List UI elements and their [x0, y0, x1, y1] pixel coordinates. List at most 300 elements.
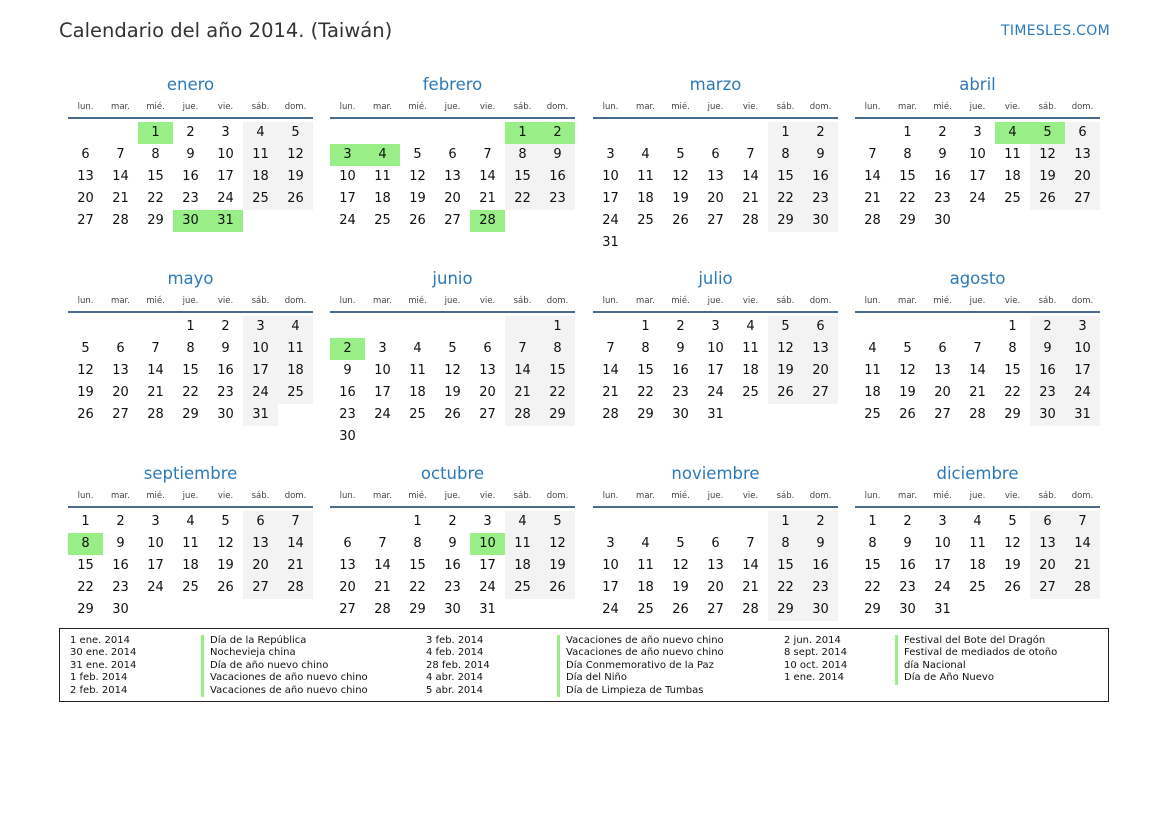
calendar-day: 22 — [899, 191, 916, 206]
weekday-label: sáb. — [1038, 102, 1057, 112]
calendar-day: 23 — [803, 577, 838, 599]
weekday-header — [330, 291, 575, 313]
calendar-day: 21 — [742, 580, 759, 595]
calendar-day: 2 — [676, 319, 685, 334]
calendar-day: 1 — [768, 122, 803, 144]
calendar-day: 9 — [448, 536, 457, 551]
calendar-day: 26 — [540, 577, 575, 599]
weekday-label: jue. — [182, 491, 199, 501]
calendar-day: 8 — [413, 536, 422, 551]
calendar-day: 19 — [672, 191, 689, 206]
calendar-day: 19 — [444, 385, 461, 400]
weekday-label: mar. — [111, 296, 130, 306]
calendar-day: 21 — [112, 191, 129, 206]
month-name: noviembre — [671, 464, 760, 483]
weekday-label: sáb. — [251, 102, 270, 112]
calendar-day: 12 — [444, 363, 461, 378]
legend-date: 5 abr. 2014 — [426, 684, 484, 696]
calendar-day: 7 — [606, 341, 615, 356]
calendar-day: 31 — [243, 404, 278, 426]
calendar-day: 23 — [217, 385, 234, 400]
weekday-label: jue. — [182, 102, 199, 112]
calendar-day: 18 — [637, 191, 654, 206]
calendar-day: 24 — [243, 382, 278, 404]
calendar-day: 19 — [672, 580, 689, 595]
weekday-label: lun. — [339, 102, 356, 112]
weekday-label: dom. — [809, 102, 832, 112]
calendar-day: 15 — [77, 558, 94, 573]
calendar-day: 13 — [1065, 144, 1100, 166]
empty-cell — [925, 316, 960, 338]
holiday-day: 8 — [68, 533, 103, 555]
calendar-day: 16 — [1030, 360, 1065, 382]
calendar-day: 30 — [803, 599, 838, 621]
legend-holiday-name: Festival de mediados de otoño — [895, 647, 1057, 659]
calendar-day: 20 — [1065, 166, 1100, 188]
calendar-day: 10 — [934, 536, 951, 551]
empty-cell — [400, 316, 435, 338]
month-name: septiembre — [143, 464, 238, 483]
day-grid — [330, 122, 575, 232]
weekday-label: lun. — [602, 491, 619, 501]
calendar-day: 10 — [147, 536, 164, 551]
calendar-day: 12 — [672, 169, 689, 184]
empty-cell — [628, 511, 663, 533]
calendar-day: 18 — [505, 555, 540, 577]
weekday-label: vie. — [742, 491, 759, 501]
page-title: Calendario del año 2014. (Taiwán) — [59, 19, 393, 42]
weekday-label: mié. — [146, 296, 165, 306]
calendar-day: 8 — [1008, 341, 1017, 356]
calendar-day: 27 — [339, 602, 356, 617]
weekday-label: mié. — [671, 102, 690, 112]
month-enero — [68, 74, 313, 232]
calendar-day: 15 — [147, 169, 164, 184]
holiday-legend — [59, 628, 1109, 702]
calendar-day: 30 — [444, 602, 461, 617]
calendar-day: 3 — [221, 125, 230, 140]
day-grid — [68, 316, 313, 426]
calendar-day: 16 — [182, 169, 199, 184]
calendar-day: 26 — [409, 213, 426, 228]
month-name: enero — [166, 75, 215, 94]
weekday-label: lun. — [339, 491, 356, 501]
calendar-day: 26 — [217, 580, 234, 595]
legend-dates — [784, 635, 847, 685]
calendar-day: 12 — [217, 536, 234, 551]
legend-date: 2 jun. 2014 — [784, 635, 841, 646]
calendar-day: 20 — [444, 191, 461, 206]
calendar-day: 8 — [641, 341, 650, 356]
weekday-label: dom. — [284, 102, 307, 112]
calendar-day: 10 — [969, 147, 986, 162]
calendar-day: 19 — [1004, 558, 1021, 573]
calendar-day: 6 — [116, 341, 125, 356]
holiday-day: 1 — [138, 122, 173, 144]
calendar-day: 29 — [1004, 407, 1021, 422]
calendar-day: 19 — [217, 558, 234, 573]
calendar-day: 16 — [339, 385, 356, 400]
calendar-day: 23 — [182, 191, 199, 206]
calendar-day: 17 — [147, 558, 164, 573]
calendar-day: 25 — [243, 188, 278, 210]
calendar-day: 2 — [221, 319, 230, 334]
weekday-label: dom. — [546, 296, 569, 306]
calendar-day: 8 — [768, 144, 803, 166]
calendar-day: 29 — [768, 599, 803, 621]
weekday-label: vie. — [742, 296, 759, 306]
calendar-day: 5 — [278, 122, 313, 144]
calendar-day: 17 — [339, 191, 356, 206]
legend-names — [557, 635, 724, 697]
calendar-day: 12 — [1004, 536, 1021, 551]
calendar-day: 30 — [1030, 404, 1065, 426]
calendar-day: 15 — [637, 363, 654, 378]
holiday-day: 2 — [540, 122, 575, 144]
calendar-day: 26 — [1030, 188, 1065, 210]
weekday-label: dom. — [546, 491, 569, 501]
holiday-day: 10 — [470, 533, 505, 555]
weekday-label: mié. — [933, 102, 952, 112]
calendar-day: 13 — [243, 533, 278, 555]
empty-cell — [855, 316, 890, 338]
month-octubre — [330, 463, 575, 621]
calendar-day: 3 — [606, 536, 615, 551]
calendar-day: 31 — [1065, 404, 1100, 426]
legend-names — [895, 635, 1057, 685]
calendar-day: 27 — [479, 407, 496, 422]
calendar-day: 9 — [116, 536, 125, 551]
holiday-day: 28 — [470, 210, 505, 232]
calendar-day: 16 — [899, 558, 916, 573]
calendar-day: 20 — [77, 191, 94, 206]
day-grid — [68, 511, 313, 621]
calendar-day: 1 — [81, 514, 90, 529]
legend-holiday-name: Día de Limpieza de Tumbas — [557, 685, 724, 697]
calendar-day: 16 — [112, 558, 129, 573]
day-grid — [330, 316, 575, 448]
calendar-day: 6 — [711, 536, 720, 551]
month-junio — [330, 268, 575, 448]
weekday-label: mar. — [373, 491, 392, 501]
month-julio — [593, 268, 838, 426]
calendar-day: 12 — [77, 363, 94, 378]
calendar-day: 21 — [742, 191, 759, 206]
calendar-day: 1 — [768, 511, 803, 533]
legend-date: 28 feb. 2014 — [426, 659, 490, 671]
weekday-header — [855, 97, 1100, 119]
empty-cell — [365, 316, 400, 338]
calendar-day: 19 — [409, 191, 426, 206]
legend-dates — [426, 635, 490, 697]
calendar-day: 3 — [938, 514, 947, 529]
calendar-day: 8 — [505, 144, 540, 166]
calendar-day: 7 — [483, 147, 492, 162]
calendar-day: 21 — [602, 385, 619, 400]
calendar-day: 26 — [672, 602, 689, 617]
weekday-label: vie. — [1004, 102, 1021, 112]
weekday-label: sáb. — [776, 102, 795, 112]
weekday-label: dom. — [809, 296, 832, 306]
calendar-day: 15 — [540, 360, 575, 382]
empty-cell — [365, 511, 400, 533]
calendar-day: 9 — [803, 533, 838, 555]
calendar-day: 11 — [864, 363, 881, 378]
month-name: julio — [698, 269, 733, 288]
calendar-day: 2 — [116, 514, 125, 529]
calendar-day: 5 — [81, 341, 90, 356]
calendar-day: 22 — [1004, 385, 1021, 400]
weekday-label: jue. — [444, 296, 461, 306]
calendar-day: 10 — [707, 341, 724, 356]
weekday-label: mié. — [146, 491, 165, 501]
calendar-day: 24 — [934, 580, 951, 595]
calendar-day: 16 — [672, 363, 689, 378]
calendar-day: 14 — [505, 360, 540, 382]
weekday-label: vie. — [479, 296, 496, 306]
calendar-day: 21 — [278, 555, 313, 577]
calendar-day: 4 — [278, 316, 313, 338]
weekday-label: vie. — [742, 102, 759, 112]
calendar-day: 12 — [1030, 144, 1065, 166]
calendar-day: 17 — [479, 558, 496, 573]
calendar-day: 10 — [602, 169, 619, 184]
weekday-label: jue. — [707, 102, 724, 112]
calendar-day: 8 — [868, 536, 877, 551]
calendar-day: 1 — [868, 514, 877, 529]
legend-date: 31 ene. 2014 — [70, 659, 137, 671]
calendar-day: 28 — [374, 602, 391, 617]
calendar-day: 25 — [278, 382, 313, 404]
calendar-day: 21 — [374, 580, 391, 595]
calendar-day: 14 — [1065, 533, 1100, 555]
calendar-day: 26 — [672, 213, 689, 228]
legend-date: 2 feb. 2014 — [70, 684, 128, 696]
calendar-day: 29 — [409, 602, 426, 617]
calendar-day: 1 — [641, 319, 650, 334]
weekday-label: mié. — [146, 102, 165, 112]
legend-holiday-name: Vacaciones de año nuevo chino — [557, 635, 724, 647]
calendar-day: 22 — [182, 385, 199, 400]
calendar-day: 28 — [864, 213, 881, 228]
weekday-label: jue. — [969, 491, 986, 501]
calendar-day: 24 — [602, 213, 619, 228]
holiday-day: 2 — [330, 338, 365, 360]
calendar-day: 5 — [413, 147, 422, 162]
calendar-day: 17 — [602, 580, 619, 595]
calendar-day: 18 — [969, 558, 986, 573]
calendar-day: 22 — [864, 580, 881, 595]
calendar-day: 25 — [742, 385, 759, 400]
calendar-day: 14 — [864, 169, 881, 184]
calendar-day: 25 — [374, 213, 391, 228]
day-grid — [855, 316, 1100, 426]
calendar-day: 24 — [602, 602, 619, 617]
calendar-day: 8 — [768, 533, 803, 555]
calendar-day: 12 — [899, 363, 916, 378]
day-grid — [68, 122, 313, 232]
holiday-day: 5 — [1030, 122, 1065, 144]
calendar-day: 18 — [864, 385, 881, 400]
calendar-day: 27 — [707, 213, 724, 228]
calendar-day: 23 — [934, 191, 951, 206]
calendar-day: 15 — [864, 558, 881, 573]
calendar-day: 1 — [903, 125, 912, 140]
calendar-day: 11 — [243, 144, 278, 166]
legend-holiday-name: Nochevieja china — [201, 647, 368, 659]
empty-cell — [505, 316, 540, 338]
month-name: febrero — [422, 75, 483, 94]
calendar-day: 16 — [934, 169, 951, 184]
calendar-day: 28 — [505, 404, 540, 426]
calendar-day: 24 — [707, 385, 724, 400]
weekday-label: sáb. — [776, 491, 795, 501]
calendar-day: 16 — [540, 166, 575, 188]
calendar-day: 2 — [803, 511, 838, 533]
day-grid — [593, 511, 838, 621]
calendar-day: 2 — [938, 125, 947, 140]
calendar-day: 19 — [540, 555, 575, 577]
calendar-day: 15 — [409, 558, 426, 573]
weekday-label: mar. — [373, 102, 392, 112]
calendar-day: 11 — [374, 169, 391, 184]
month-name: abril — [959, 75, 996, 94]
weekday-label: mié. — [671, 296, 690, 306]
calendar-day: 7 — [868, 147, 877, 162]
weekday-header — [68, 97, 313, 119]
calendar-day: 14 — [602, 363, 619, 378]
calendar-day: 13 — [1030, 533, 1065, 555]
weekday-label: vie. — [217, 296, 234, 306]
calendar-day: 4 — [505, 511, 540, 533]
weekday-header — [593, 291, 838, 313]
calendar-day: 11 — [182, 536, 199, 551]
site-link[interactable]: TIMESLES.COM — [1001, 23, 1110, 39]
calendar-day: 12 — [540, 533, 575, 555]
legend-date: 1 ene. 2014 — [70, 635, 130, 646]
calendar-day: 20 — [803, 360, 838, 382]
weekday-label: lun. — [864, 102, 881, 112]
legend-date: 4 abr. 2014 — [426, 672, 484, 684]
calendar-day: 14 — [742, 558, 759, 573]
weekday-label: dom. — [284, 491, 307, 501]
calendar-day: 14 — [147, 363, 164, 378]
calendar-day: 27 — [112, 407, 129, 422]
calendar-day: 12 — [278, 144, 313, 166]
empty-cell — [698, 122, 733, 144]
calendar-day: 11 — [969, 536, 986, 551]
calendar-day: 4 — [641, 147, 650, 162]
calendar-day: 4 — [868, 341, 877, 356]
calendar-day: 15 — [1004, 363, 1021, 378]
calendar-day: 23 — [540, 188, 575, 210]
calendar-day: 26 — [1004, 580, 1021, 595]
calendar-day: 12 — [768, 338, 803, 360]
calendar-day: 18 — [1004, 169, 1021, 184]
weekday-label: lun. — [77, 102, 94, 112]
calendar-day: 3 — [243, 316, 278, 338]
calendar-day: 20 — [707, 191, 724, 206]
calendar-day: 6 — [803, 316, 838, 338]
weekday-label: vie. — [217, 102, 234, 112]
calendar-day: 30 — [899, 602, 916, 617]
calendar-day: 8 — [903, 147, 912, 162]
weekday-label: mar. — [111, 491, 130, 501]
legend-names — [201, 635, 368, 697]
calendar-day: 4 — [973, 514, 982, 529]
calendar-day: 8 — [540, 338, 575, 360]
calendar-day: 10 — [374, 363, 391, 378]
empty-cell — [663, 122, 698, 144]
weekday-label: sáb. — [513, 102, 532, 112]
calendar-day: 22 — [409, 580, 426, 595]
calendar-day: 29 — [77, 602, 94, 617]
legend-date: 1 ene. 2014 — [784, 672, 844, 684]
empty-cell — [68, 316, 103, 338]
calendar-day: 6 — [711, 147, 720, 162]
weekday-label: lun. — [339, 296, 356, 306]
weekday-label: vie. — [217, 491, 234, 501]
calendar-day: 23 — [899, 580, 916, 595]
calendar-day: 4 — [243, 122, 278, 144]
month-marzo — [593, 74, 838, 254]
calendar-day: 18 — [374, 191, 391, 206]
calendar-day: 6 — [1030, 511, 1065, 533]
calendar-day: 21 — [1065, 555, 1100, 577]
calendar-day: 17 — [969, 169, 986, 184]
calendar-day: 18 — [409, 385, 426, 400]
empty-cell — [890, 316, 925, 338]
weekday-header — [68, 291, 313, 313]
weekday-label: dom. — [809, 491, 832, 501]
calendar-day: 28 — [602, 407, 619, 422]
calendar-day: 18 — [742, 363, 759, 378]
calendar-day: 21 — [969, 385, 986, 400]
calendar-day: 7 — [116, 147, 125, 162]
calendar-day: 3 — [151, 514, 160, 529]
calendar-day: 30 — [339, 429, 356, 444]
calendar-day: 4 — [746, 319, 755, 334]
month-name: marzo — [689, 75, 742, 94]
weekday-label: jue. — [444, 491, 461, 501]
calendar-day: 22 — [637, 385, 654, 400]
calendar-day: 31 — [602, 235, 619, 250]
holiday-day: 3 — [330, 144, 365, 166]
empty-cell — [330, 316, 365, 338]
calendar-day: 27 — [707, 602, 724, 617]
legend-holiday-name: Día del Niño — [557, 672, 724, 684]
month-abril — [855, 74, 1100, 232]
calendar-day: 25 — [637, 602, 654, 617]
empty-cell — [960, 316, 995, 338]
calendar-day: 26 — [278, 188, 313, 210]
legend-holiday-name: Vacaciones de año nuevo chino — [201, 672, 368, 684]
empty-cell — [698, 511, 733, 533]
weekday-header — [330, 486, 575, 508]
legend-date: 30 ene. 2014 — [70, 647, 137, 659]
calendar-day: 5 — [540, 511, 575, 533]
weekday-label: lun. — [864, 296, 881, 306]
calendar-day: 28 — [278, 577, 313, 599]
calendar-day: 13 — [444, 169, 461, 184]
calendar-day: 31 — [934, 602, 951, 617]
calendar-day: 30 — [672, 407, 689, 422]
calendar-day: 23 — [803, 188, 838, 210]
empty-cell — [593, 122, 628, 144]
calendar-day: 18 — [278, 360, 313, 382]
calendar-day: 20 — [339, 580, 356, 595]
calendar-day: 3 — [606, 147, 615, 162]
